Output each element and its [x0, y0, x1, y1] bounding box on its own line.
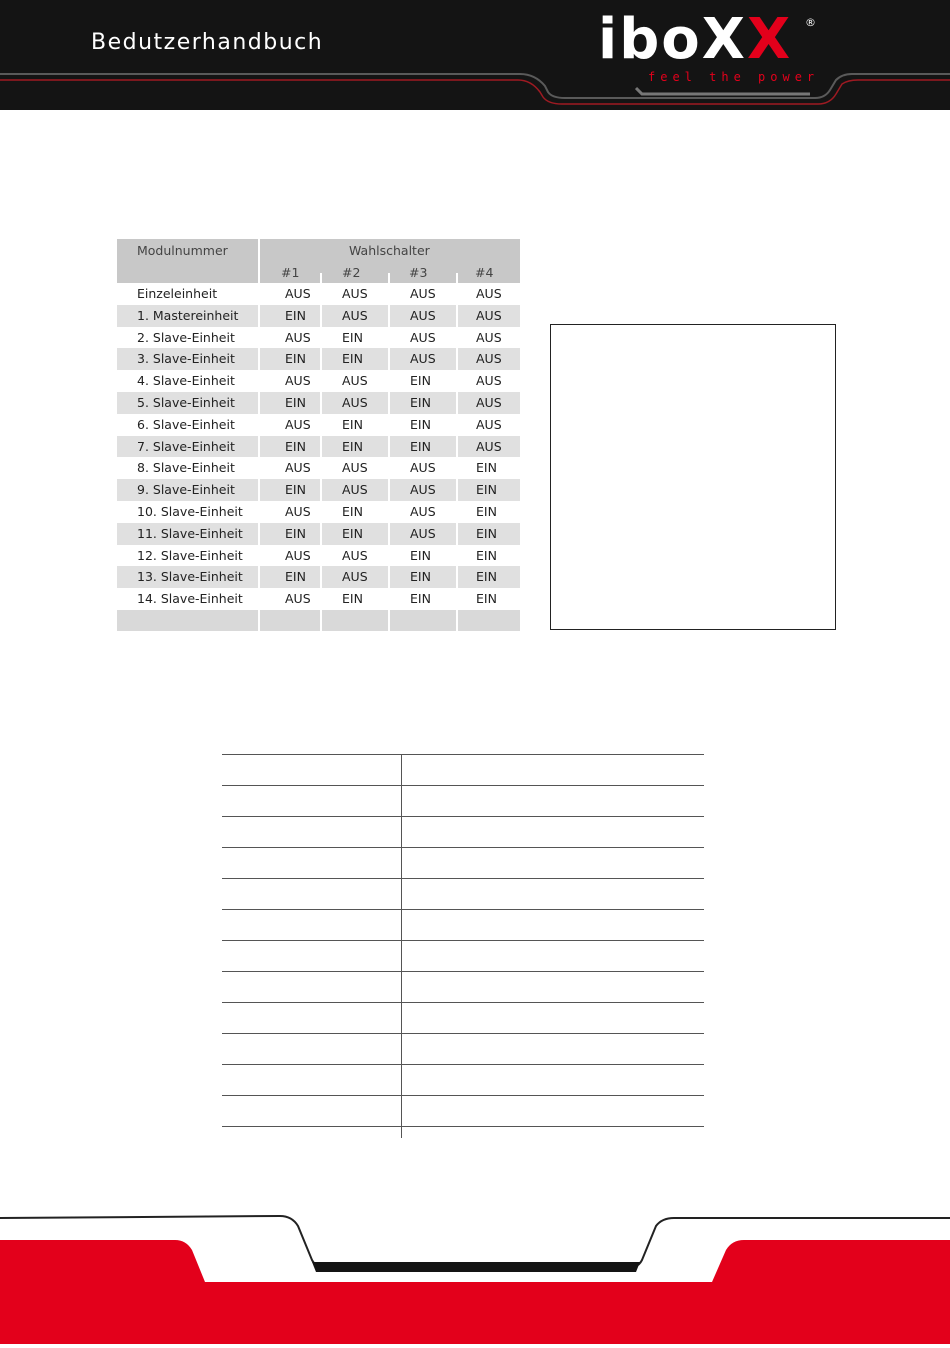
cell-gap: [320, 610, 322, 631]
switch-1-cell: AUS: [285, 373, 311, 389]
switch-4-cell: AUS: [476, 329, 502, 345]
switch-1-cell: EIN: [285, 482, 306, 498]
switch-4-cell: EIN: [476, 503, 497, 519]
table-row: [117, 327, 520, 349]
lined-cell-right: [402, 1096, 704, 1126]
cell-gap: [456, 436, 458, 458]
header-switch-1: #1: [281, 265, 300, 280]
switch-3-cell: AUS: [410, 503, 436, 519]
switch-3-cell: AUS: [410, 482, 436, 498]
lined-cell-left: [222, 848, 401, 878]
switch-4-cell: AUS: [476, 394, 502, 410]
switch-2-cell: AUS: [342, 307, 368, 323]
lined-cell-right: [402, 879, 704, 909]
lined-cell-left: [222, 972, 401, 1002]
switch-2-cell: AUS: [342, 482, 368, 498]
lined-cell-left: [222, 1065, 401, 1095]
logo-tagline: feel the power: [648, 70, 820, 84]
cell-gap: [456, 523, 458, 545]
lined-cell-left: [222, 1034, 401, 1064]
switch-2-cell: EIN: [342, 329, 363, 345]
lined-table-row: [222, 1095, 704, 1127]
table-row: [117, 545, 520, 567]
module-name-cell: 14. Slave-Einheit: [137, 591, 243, 607]
cell-gap: [456, 610, 458, 631]
switch-3-cell: AUS: [410, 286, 436, 301]
switch-1-cell: AUS: [285, 591, 311, 607]
table-body: [117, 283, 520, 610]
table-header: [117, 239, 520, 283]
table-row: [117, 457, 520, 479]
module-name-cell: 1. Mastereinheit: [137, 307, 239, 323]
module-name-cell: 6. Slave-Einheit: [137, 416, 235, 432]
document-title: Bedutzerhandbuch: [91, 30, 324, 55]
cell-gap: [258, 436, 260, 458]
lined-table-row: [222, 1033, 704, 1064]
header-modulnummer: Modulnummer: [137, 243, 228, 258]
header-switch-3: #3: [409, 265, 428, 280]
switch-4-cell: AUS: [476, 416, 502, 432]
logo-x-red: X: [746, 7, 793, 72]
cell-gap: [456, 479, 458, 501]
cell-gap: [320, 348, 322, 370]
table-row: [117, 305, 520, 327]
module-name-cell: 7. Slave-Einheit: [137, 438, 235, 454]
switch-3-cell: EIN: [410, 438, 431, 454]
switch-2-cell: EIN: [342, 438, 363, 454]
cell-gap: [388, 305, 390, 327]
switch-1-cell: EIN: [285, 525, 306, 541]
lined-cell-left: [222, 1096, 401, 1126]
cell-gap: [388, 610, 390, 631]
dip-switch-table: [117, 239, 520, 631]
header-switch-2: #2: [342, 265, 361, 280]
switch-4-cell: AUS: [476, 351, 502, 367]
switch-3-cell: AUS: [410, 525, 436, 541]
switch-4-cell: EIN: [476, 569, 497, 585]
switch-1-cell: AUS: [285, 503, 311, 519]
switch-1-cell: EIN: [285, 394, 306, 410]
module-name-cell: 5. Slave-Einheit: [137, 394, 235, 410]
lined-cell-right: [402, 972, 704, 1002]
switch-4-cell: EIN: [476, 482, 497, 498]
switch-3-cell: AUS: [410, 351, 436, 367]
switch-1-cell: AUS: [285, 460, 311, 476]
lined-cell-left: [222, 910, 401, 940]
module-name-cell: 9. Slave-Einheit: [137, 482, 235, 498]
module-name-cell: 12. Slave-Einheit: [137, 547, 243, 563]
header-separator: [258, 239, 260, 283]
lined-table-row: [222, 1064, 704, 1095]
lined-table-body: [222, 754, 704, 1127]
switch-3-cell: EIN: [410, 373, 431, 389]
cell-gap: [388, 523, 390, 545]
switch-4-cell: EIN: [476, 460, 497, 476]
table-row: [117, 392, 520, 414]
cell-gap: [456, 566, 458, 588]
cell-gap: [320, 479, 322, 501]
switch-1-cell: EIN: [285, 569, 306, 585]
cell-gap: [456, 392, 458, 414]
switch-3-cell: AUS: [410, 307, 436, 323]
cell-gap: [258, 610, 260, 631]
lined-table-row: [222, 754, 704, 785]
registered-mark: ®: [805, 16, 816, 29]
switch-4-cell: EIN: [476, 547, 497, 563]
lined-cell-left: [222, 1003, 401, 1033]
switch-4-cell: AUS: [476, 307, 502, 323]
cell-gap: [388, 436, 390, 458]
switch-2-cell: EIN: [342, 525, 363, 541]
table-row: [117, 414, 520, 436]
header-switch-4: #4: [475, 265, 494, 280]
switch-2-cell: EIN: [342, 591, 363, 607]
cell-gap: [388, 392, 390, 414]
cell-gap: [258, 566, 260, 588]
table-row: [117, 479, 520, 501]
lined-cell-right: [402, 848, 704, 878]
switch-4-cell: AUS: [476, 438, 502, 454]
lined-cell-right: [402, 1003, 704, 1033]
footer-background: [0, 1210, 950, 1344]
module-name-cell: 4. Slave-Einheit: [137, 373, 235, 389]
module-name-cell: 3. Slave-Einheit: [137, 351, 235, 367]
switch-2-cell: AUS: [342, 460, 368, 476]
table-row: [117, 348, 520, 370]
switch-2-cell: EIN: [342, 416, 363, 432]
switch-1-cell: AUS: [285, 416, 311, 432]
iboxx-logo: [598, 7, 793, 72]
table-row: [117, 436, 520, 458]
lined-cell-left: [222, 941, 401, 971]
table-row: [117, 370, 520, 392]
switch-4-cell: AUS: [476, 373, 502, 389]
cell-gap: [388, 348, 390, 370]
empty-frame: [550, 324, 836, 630]
module-name-cell: 13. Slave-Einheit: [137, 569, 243, 585]
lined-table-row: [222, 1002, 704, 1033]
switch-2-cell: AUS: [342, 569, 368, 585]
lined-table-row: [222, 878, 704, 909]
lined-table-row: [222, 785, 704, 816]
lined-table-row: [222, 847, 704, 878]
cell-gap: [258, 479, 260, 501]
switch-3-cell: EIN: [410, 416, 431, 432]
lined-cell-left: [222, 879, 401, 909]
lined-table-row: [222, 971, 704, 1002]
lined-cell-right: [402, 1065, 704, 1095]
cell-gap: [320, 305, 322, 327]
module-name-cell: 11. Slave-Einheit: [137, 525, 243, 541]
cell-gap: [258, 348, 260, 370]
module-name-cell: 2. Slave-Einheit: [137, 329, 235, 345]
header-wahlschalter: Wahlschalter: [349, 243, 430, 258]
cell-gap: [258, 392, 260, 414]
header-tick: [320, 273, 322, 283]
lined-table-row: [222, 940, 704, 971]
cell-gap: [320, 392, 322, 414]
switch-4-cell: EIN: [476, 591, 497, 607]
table-row: [117, 588, 520, 610]
lined-cell-right: [402, 941, 704, 971]
lined-cell-left: [222, 786, 401, 816]
switch-4-cell: AUS: [476, 286, 502, 301]
page-footer: [0, 1210, 950, 1344]
lined-cell-right: [402, 755, 704, 785]
lined-cell-right: [402, 1034, 704, 1064]
lined-cell-right: [402, 786, 704, 816]
lined-table-row: [222, 909, 704, 940]
lined-cell-left: [222, 755, 401, 785]
switch-3-cell: EIN: [410, 591, 431, 607]
cell-gap: [320, 523, 322, 545]
module-name-cell: Einzeleinheit: [137, 286, 218, 301]
cell-gap: [320, 436, 322, 458]
logo-x-white: X: [701, 7, 747, 72]
switch-2-cell: EIN: [342, 503, 363, 519]
logo-text: ibo: [598, 7, 702, 72]
switch-1-cell: AUS: [285, 547, 311, 563]
switch-1-cell: EIN: [285, 438, 306, 454]
cell-gap: [456, 348, 458, 370]
module-name-cell: 8. Slave-Einheit: [137, 460, 235, 476]
header-tick: [456, 273, 458, 283]
page-header: [0, 0, 950, 110]
switch-1-cell: AUS: [285, 329, 311, 345]
switch-3-cell: EIN: [410, 569, 431, 585]
switch-1-cell: AUS: [285, 286, 311, 301]
header-tick: [388, 273, 390, 283]
switch-1-cell: EIN: [285, 351, 306, 367]
lined-cell-right: [402, 910, 704, 940]
table-row: [117, 283, 520, 305]
switch-2-cell: AUS: [342, 373, 368, 389]
switch-2-cell: EIN: [342, 351, 363, 367]
switch-3-cell: EIN: [410, 394, 431, 410]
switch-1-cell: EIN: [285, 307, 306, 323]
table-row: [117, 523, 520, 545]
cell-gap: [320, 566, 322, 588]
cell-gap: [388, 479, 390, 501]
lined-cell-left: [222, 817, 401, 847]
switch-3-cell: AUS: [410, 329, 436, 345]
switch-2-cell: AUS: [342, 394, 368, 410]
lined-table-row: [222, 816, 704, 847]
switch-4-cell: EIN: [476, 525, 497, 541]
cell-gap: [456, 305, 458, 327]
switch-3-cell: EIN: [410, 547, 431, 563]
cell-gap: [258, 305, 260, 327]
cell-gap: [258, 523, 260, 545]
switch-2-cell: AUS: [342, 547, 368, 563]
cell-gap: [388, 566, 390, 588]
module-name-cell: 10. Slave-Einheit: [137, 503, 243, 519]
switch-3-cell: AUS: [410, 460, 436, 476]
table-row: [117, 501, 520, 523]
switch-2-cell: AUS: [342, 286, 368, 301]
lined-cell-right: [402, 817, 704, 847]
table-empty-row: [117, 610, 520, 631]
table-row: [117, 566, 520, 588]
empty-lined-table: [222, 754, 704, 1127]
